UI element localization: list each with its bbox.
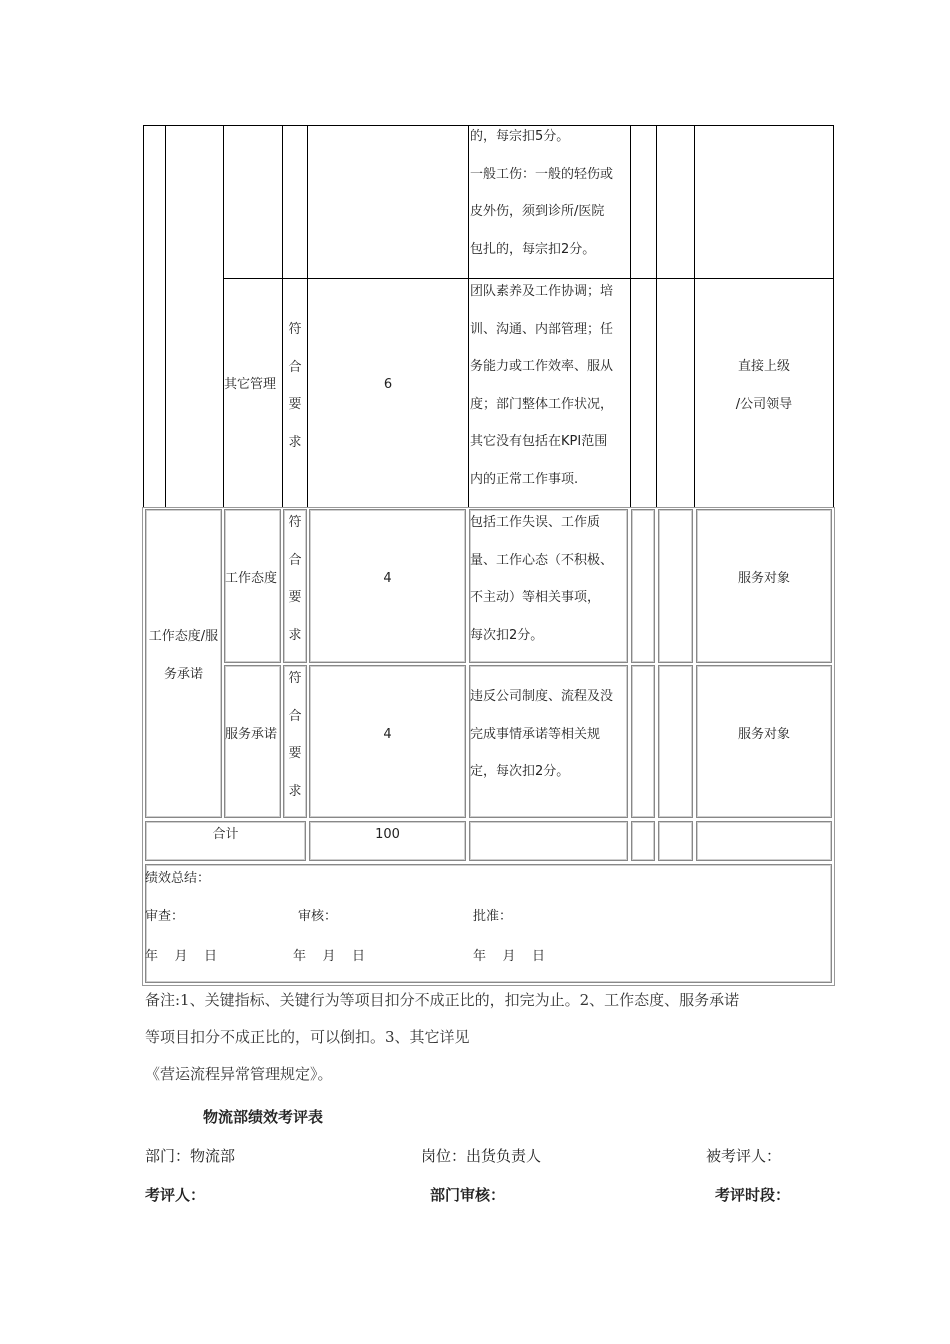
date-field: 年 月 日 xyxy=(473,949,546,964)
row2-description xyxy=(470,273,632,498)
score-value: 4 xyxy=(383,571,392,586)
req-char: 合 xyxy=(288,552,302,568)
desc-line: 包扎的，每宗扣2分。 xyxy=(470,241,596,257)
remark-line: 《营运流程异常管理规定》。 xyxy=(145,1065,333,1083)
req-char: 要 xyxy=(288,397,302,412)
req-char: 求 xyxy=(288,434,302,450)
remark-line: 备注:1、关键指标、关键行为等项目扣分不成正比的，扣完为止。2、工作态度、服务承诺 xyxy=(145,991,740,1009)
dept-label: 部门：物流部 xyxy=(145,1147,236,1165)
cell xyxy=(631,665,655,818)
appraiser-label: 考评人： xyxy=(145,1186,206,1204)
appraisee-label: 被考评人： xyxy=(706,1147,782,1165)
total-label: 合计 xyxy=(212,827,239,842)
col-line xyxy=(165,125,166,508)
requirement-text xyxy=(283,660,307,810)
desc-line: 不主动）等相关事项， xyxy=(470,590,601,605)
req-char: 符 xyxy=(288,515,302,530)
desc-line: 团队素养及工作协调；培 xyxy=(470,284,614,299)
col-line xyxy=(143,125,144,508)
summary-title: 绩效总结： xyxy=(145,871,211,886)
dept-review-label: 部门审核： xyxy=(430,1186,506,1204)
desc-line: 每次扣2分。 xyxy=(470,627,544,643)
score-value: 6 xyxy=(383,377,393,392)
date-field: 年 月 日 xyxy=(293,949,366,964)
description xyxy=(470,678,630,791)
audit-label: 审核： xyxy=(298,909,338,924)
score-value: 4 xyxy=(383,727,392,742)
cell xyxy=(658,665,693,818)
col-line xyxy=(223,125,224,508)
col-line xyxy=(307,125,308,508)
cell xyxy=(658,821,693,861)
desc-line: 包括工作失误、工作质 xyxy=(470,515,601,530)
requirement-text xyxy=(283,311,307,461)
cell xyxy=(631,821,655,861)
form-title: 物流部绩效考评表 xyxy=(203,1108,324,1126)
desc-line: 度；部门整体工作状况， xyxy=(470,396,614,412)
desc-line: 一般工伤：一般的轻伤或 xyxy=(470,166,614,182)
total-score: 100 xyxy=(375,827,400,842)
desc-line: 皮外伤，须到诊所/医院 xyxy=(470,204,605,219)
col-line xyxy=(694,125,695,508)
evaluator: 服务对象 xyxy=(737,727,790,742)
desc-line: 完成事情承诺等相关规 xyxy=(470,726,601,742)
evaluator-line: /公司领导 xyxy=(735,396,793,412)
desc-line: 的，每宗扣5分。 xyxy=(470,129,570,144)
desc-line: 内的正常工作事项. xyxy=(470,471,579,487)
requirement-text xyxy=(283,504,307,654)
desc-line: 其它没有包括在KPI范围 xyxy=(470,434,608,449)
cell xyxy=(631,509,655,663)
col-line xyxy=(833,125,834,508)
col-line xyxy=(656,125,657,508)
desc-line: 量、工作心态（不积极、 xyxy=(470,552,614,568)
post-label: 岗位：出货负责人 xyxy=(421,1147,542,1165)
item-label: 其它管理 xyxy=(224,377,277,392)
cell xyxy=(658,509,693,663)
req-char: 符 xyxy=(288,322,302,337)
period-label: 考评时段： xyxy=(715,1186,791,1204)
req-char: 符 xyxy=(288,671,302,686)
remark-line: 等项目扣分不成正比的，可以倒扣。3、其它详见 xyxy=(145,1028,470,1046)
category-line: 务承诺 xyxy=(163,667,203,682)
remarks xyxy=(145,982,815,1093)
evaluator: 服务对象 xyxy=(737,571,790,586)
desc-line: 训、沟通、内部管理；任 xyxy=(470,321,614,337)
date-field: 年 月 日 xyxy=(145,949,218,964)
desc-line: 违反公司制度、流程及没 xyxy=(470,689,614,704)
row1-description xyxy=(470,118,632,268)
category-label xyxy=(145,618,222,694)
req-char: 合 xyxy=(288,708,302,724)
cell xyxy=(469,821,628,861)
col-line xyxy=(468,125,469,508)
check-label: 审查： xyxy=(145,909,185,924)
category-line: 工作态度/服 xyxy=(148,629,219,644)
desc-line: 务能力或工作效率、服从 xyxy=(470,359,614,374)
req-char: 合 xyxy=(288,359,302,375)
desc-line: 定，每次扣2分。 xyxy=(470,764,570,779)
req-char: 要 xyxy=(288,590,302,605)
description xyxy=(470,504,630,654)
req-char: 求 xyxy=(288,627,302,643)
cell xyxy=(696,821,832,861)
req-char: 要 xyxy=(288,746,302,761)
evaluator xyxy=(695,348,833,423)
approve-label: 批准： xyxy=(473,909,513,924)
req-char: 求 xyxy=(288,783,302,799)
evaluator-line: 直接上级 xyxy=(737,359,790,374)
item-label: 工作态度 xyxy=(225,571,278,586)
item-label: 服务承诺 xyxy=(225,727,278,742)
